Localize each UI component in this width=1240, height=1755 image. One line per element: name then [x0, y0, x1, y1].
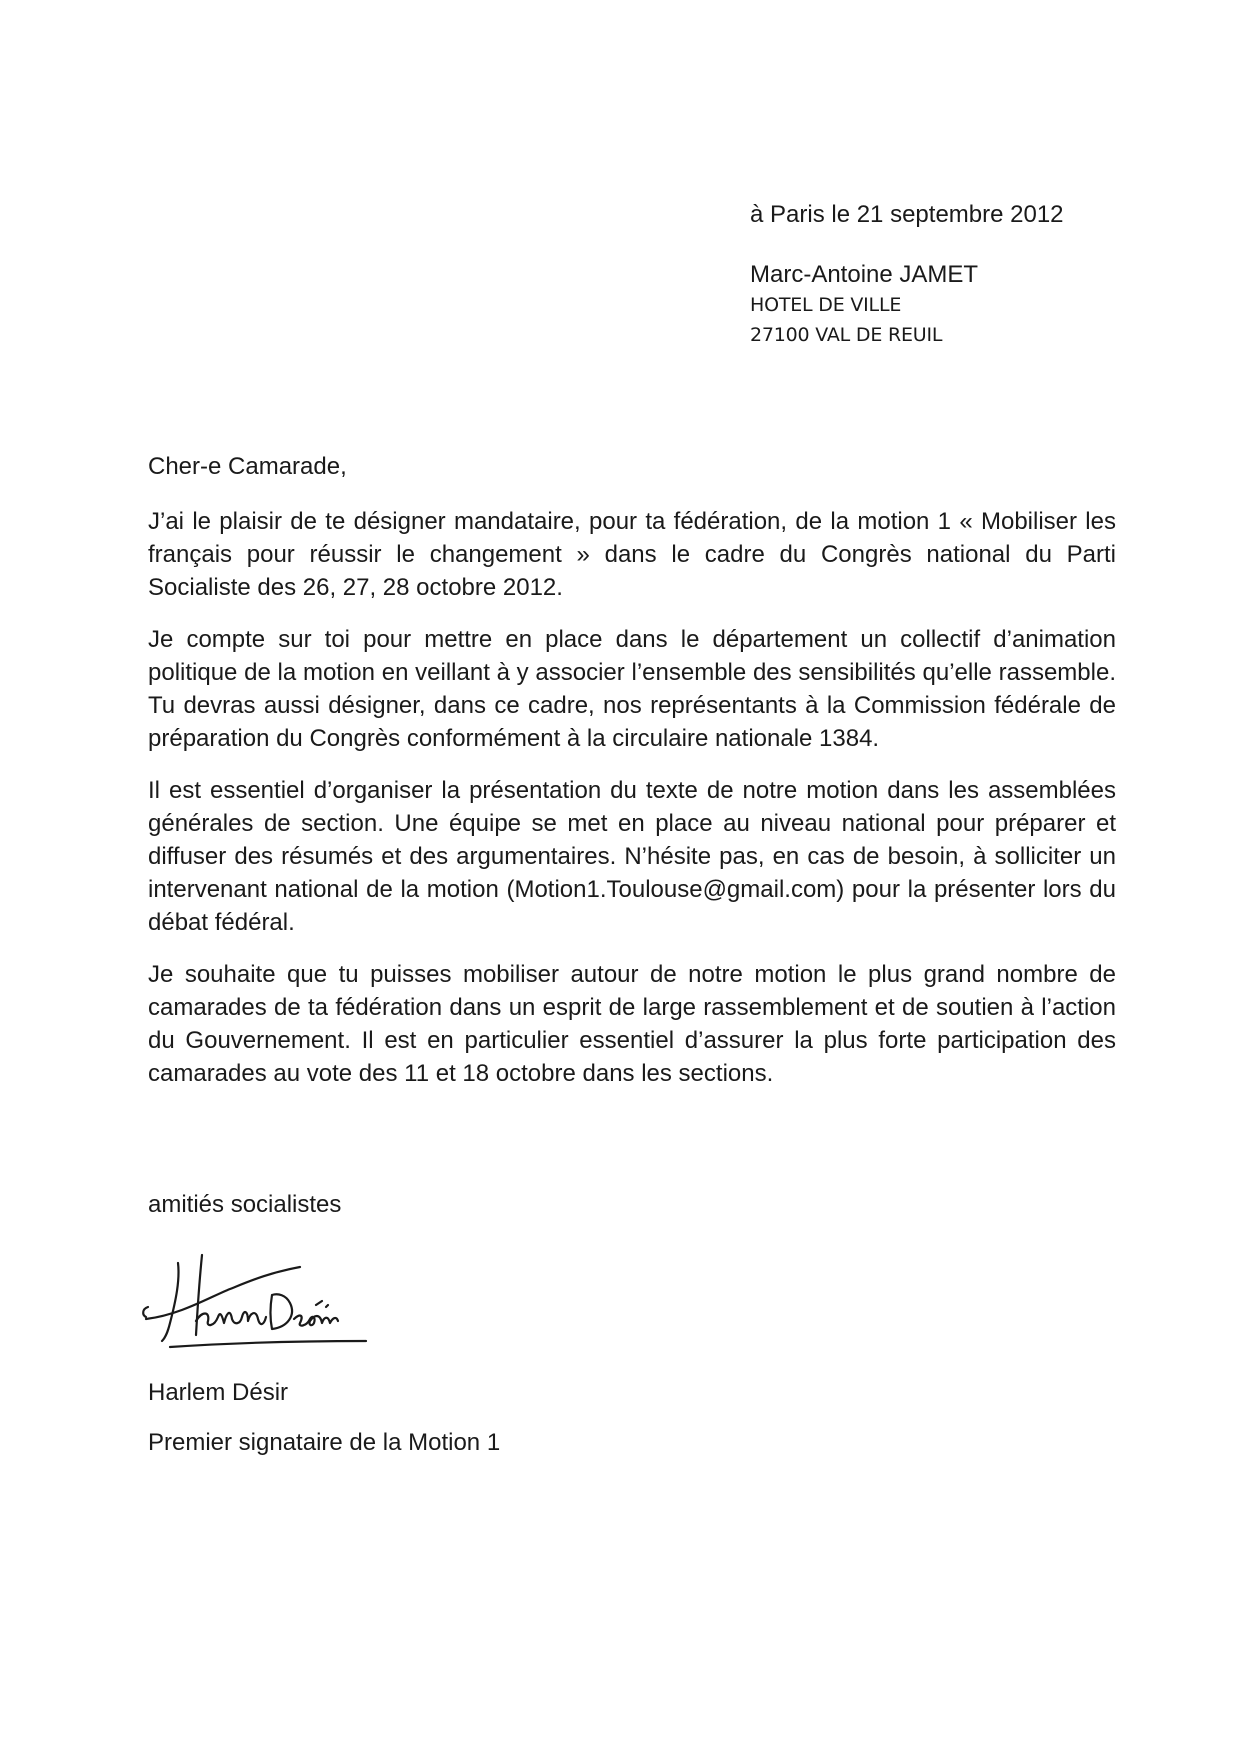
body-paragraph-3: Il est essentiel d’organiser la présentation du texte de notre motion dans les assemblées générales de section. Une équipe se met en place au niveau national pour préparer et diffuser des résumés et des argumentaires. N’hésite pas, en cas de besoin, à solliciter un intervenant national de la motion (Motion1.Toulouse@gmail.com) pour la présenter lors du débat fédéral.	[148, 777, 1116, 936]
letter-body	[148, 450, 1116, 1109]
signer-title: Premier signataire de la Motion 1	[148, 1429, 501, 1456]
date-place: à Paris le 21 septembre 2012	[750, 201, 1064, 228]
handwritten-signature	[140, 1245, 380, 1355]
recipient-address-line1: HOTEL DE VILLE	[750, 294, 902, 316]
body-paragraph-2: Je compte sur toi pour mettre en place dans le département un collectif d’animation politique de la motion en veillant à y associer l’ensemble des sensibilités qu’elle rassemble. Tu devras aussi désigner, dans ce cadre, nos représentants à la Commission fédérale de préparation du Congrès conformément à la circulaire nationale 1384.	[148, 626, 1116, 752]
letter-header	[750, 200, 1190, 350]
signer-name: Harlem Désir	[148, 1379, 289, 1406]
salutation: Cher-e Camarade,	[148, 453, 347, 480]
closing: amitiés socialistes	[148, 1191, 342, 1218]
recipient-address-line2: 27100 VAL DE REUIL	[750, 324, 943, 346]
body-paragraph-4: Je souhaite que tu puisses mobiliser autour de notre motion le plus grand nombre de camarades de ta fédération dans un esprit de large rassemblement et de soutien à l’action du Gouvernement. Il est en particulier essentiel d’assurer la plus forte participation des camarades au vote des 11 et 18 octobre dans les sections.	[148, 961, 1116, 1087]
body-paragraph-1: J’ai le plaisir de te désigner mandataire, pour ta fédération, de la motion 1 « Mobiliser les français pour réussir le changement » dans le cadre du Congrès national du Parti Socialiste des 26, 27, 28 octobre 2012.	[148, 508, 1116, 601]
recipient-name: Marc-Antoine JAMET	[750, 261, 979, 288]
